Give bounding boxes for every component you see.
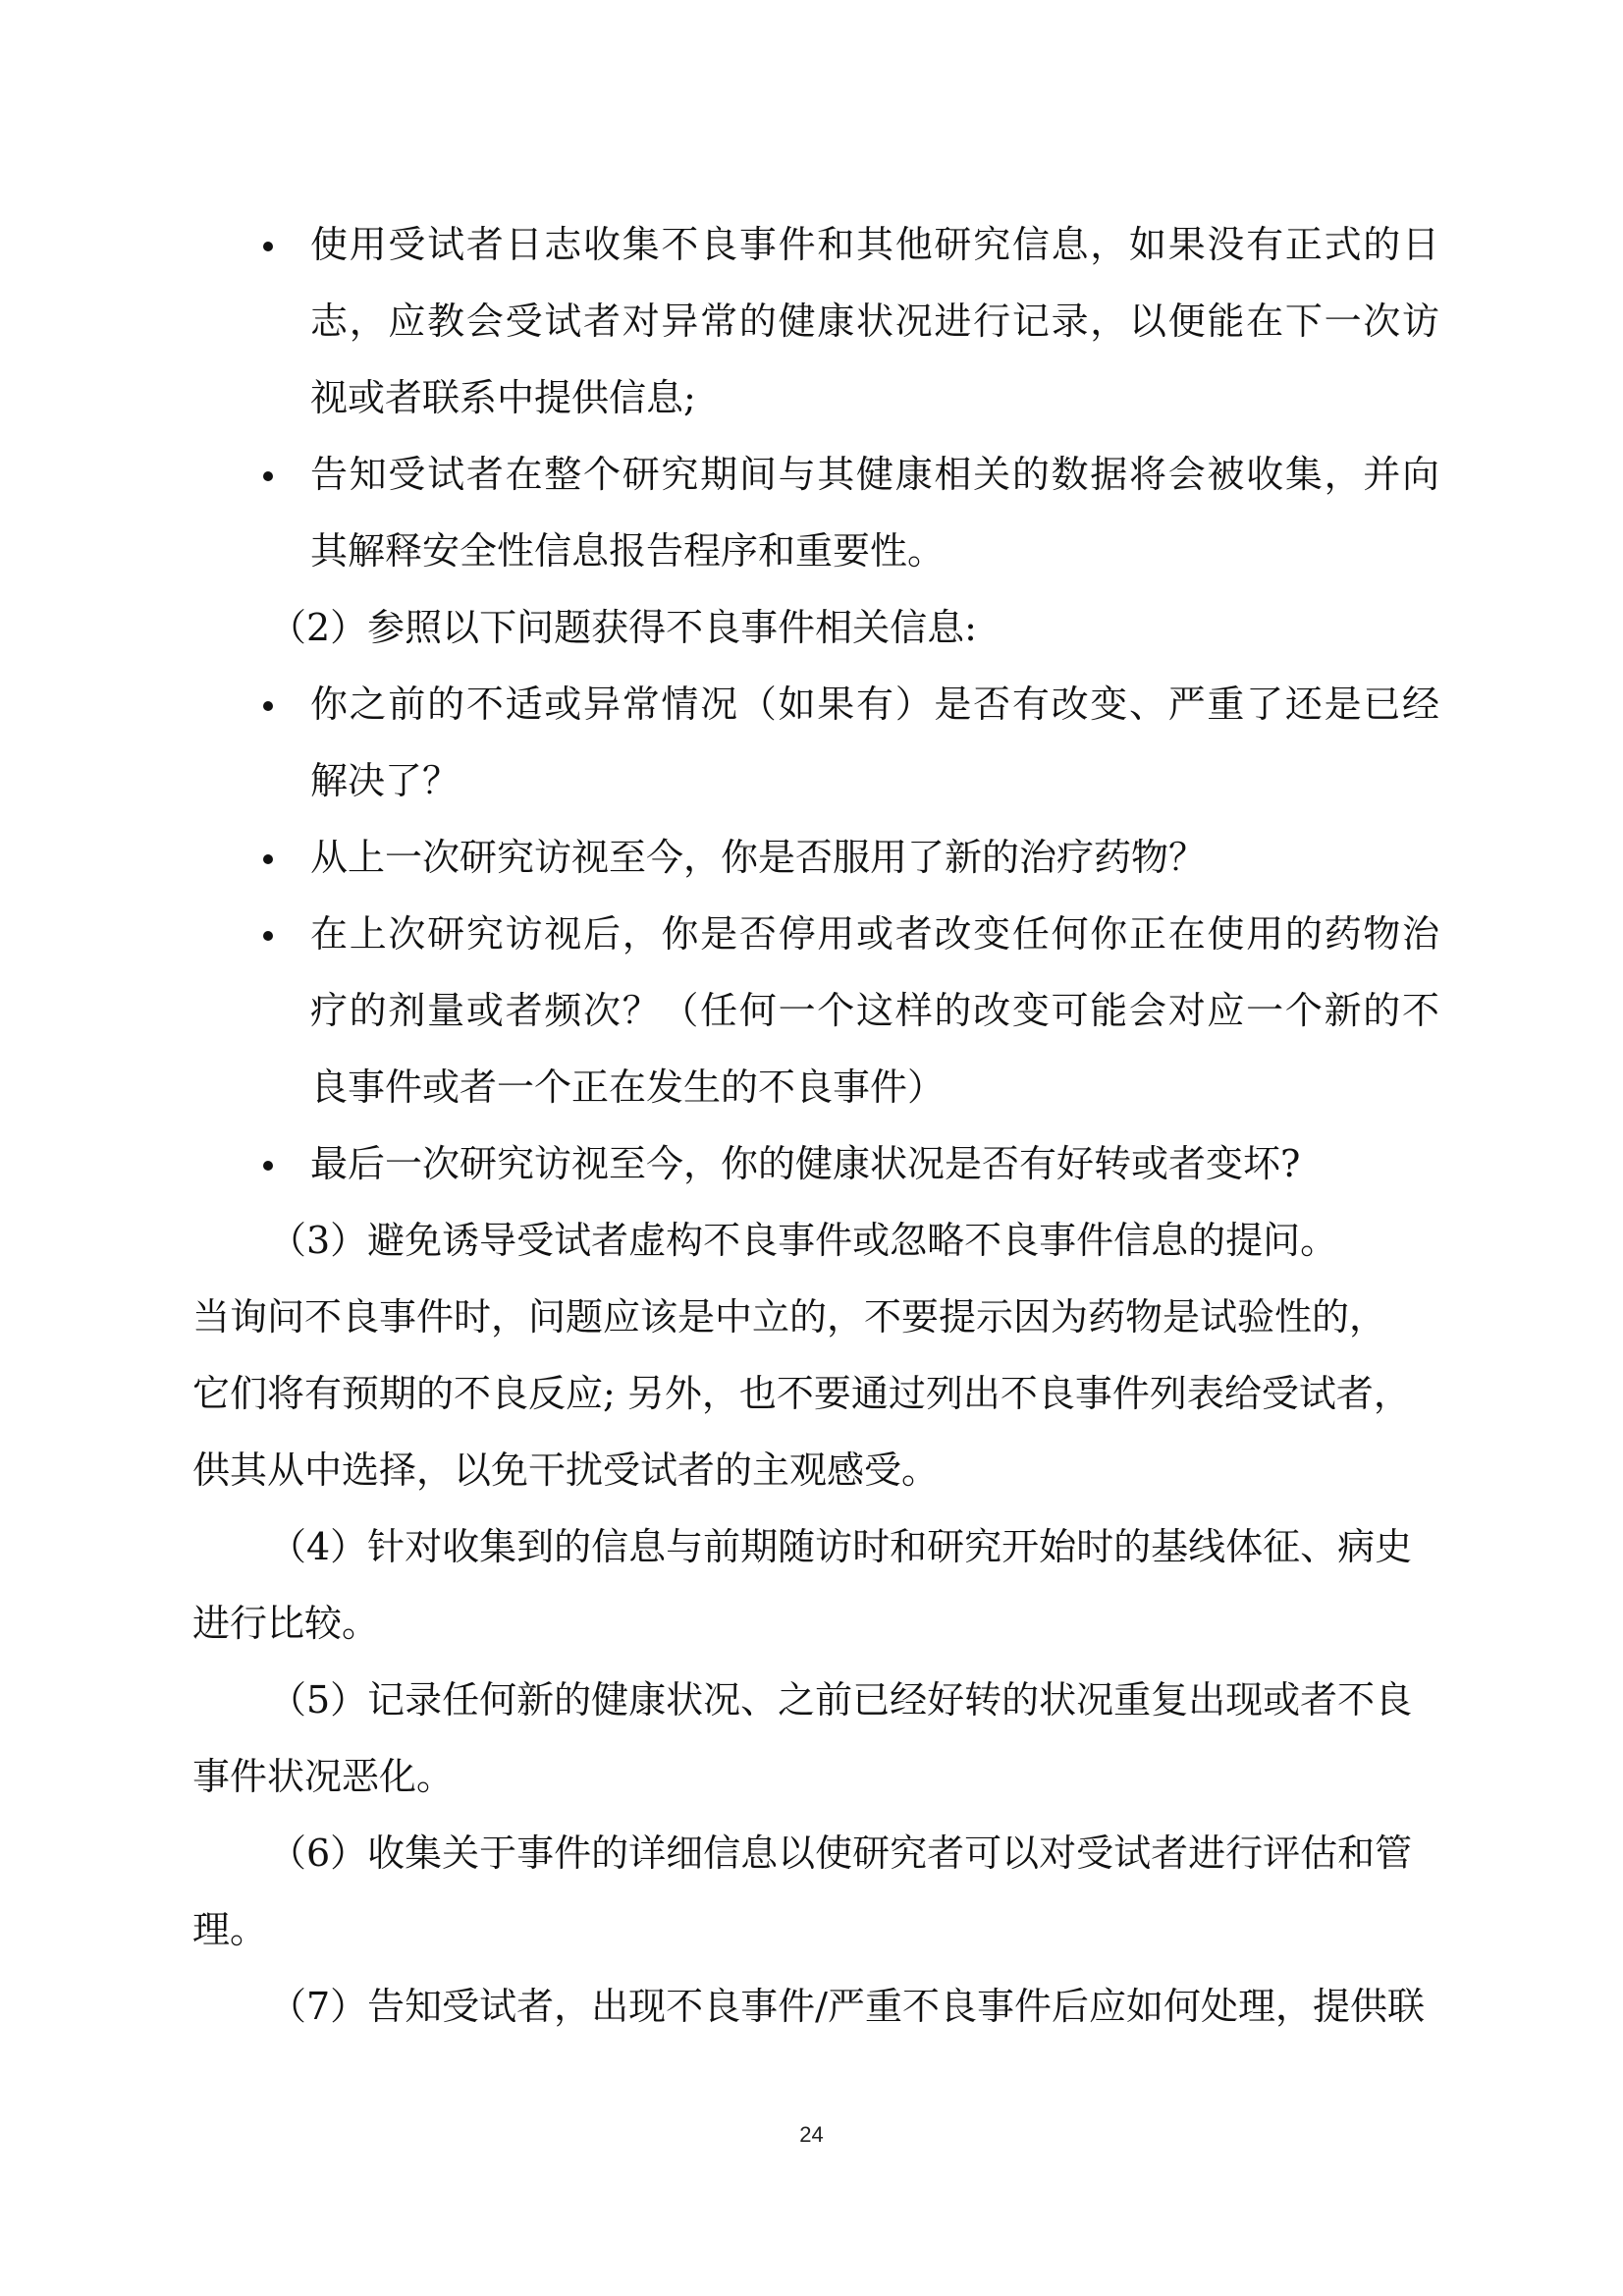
numbered-paragraph: （3）避免诱导受试者虚构不良事件或忽略不良事件信息的提问。: [269, 1219, 1338, 1262]
bullet-line-continuation: 视或者联系中提供信息;: [310, 376, 696, 419]
bullet-line-continuation: 其解释安全性信息报告程序和重要性。: [310, 529, 946, 573]
paragraph-line: 它们将有预期的不良反应; 另外，也不要通过列出不良事件列表给受试者，: [192, 1372, 1411, 1415]
paragraph-line: 供其从中选择，以免干扰受试者的主观感受。: [192, 1449, 940, 1492]
bullet-icon: [263, 701, 273, 711]
bullet-line: 你之前的不适或异常情况（如果有）是否有改变、严重了还是已经: [310, 683, 1441, 726]
bullet-line: 最后一次研究访视至今，你的健康状况是否有好转或者变坏?: [310, 1142, 1301, 1185]
bullet-line: 从上一次研究访视至今，你是否服用了新的治疗药物？: [310, 836, 1207, 879]
bullet-icon: [263, 931, 273, 941]
bullet-icon: [263, 1161, 273, 1171]
numbered-paragraph: （5）记录任何新的健康状况、之前已经好转的状况重复出现或者不良: [269, 1678, 1413, 1722]
numbered-paragraph: （4）针对收集到的信息与前期随访时和研究开始时的基线体征、病史: [269, 1525, 1413, 1568]
bullet-line: 告知受试者在整个研究期间与其健康相关的数据将会被收集，并向: [310, 453, 1441, 496]
bullet-line-continuation: 解决了？: [310, 759, 460, 802]
bullet-line: 使用受试者日志收集不良事件和其他研究信息，如果没有正式的日: [310, 223, 1441, 266]
numbered-paragraph: （7）告知受试者，出现不良事件/严重不良事件后应如何处理，提供联: [269, 1985, 1425, 2028]
bullet-icon: [263, 242, 273, 251]
bullet-line-continuation: 志，应教会受试者对异常的健康状况进行记录，以便能在下一次访: [310, 300, 1441, 343]
numbered-paragraph: （6）收集关于事件的详细信息以使研究者可以对受试者进行评估和管: [269, 1831, 1413, 1875]
paragraph-line: 理。: [192, 1908, 268, 1951]
bullet-line-continuation: 疗的剂量或者频次？（任何一个这样的改变可能会对应一个新的不: [310, 989, 1441, 1032]
numbered-paragraph: （2）参照以下问题获得不良事件相关信息:: [269, 606, 977, 649]
paragraph-line: 当询问不良事件时，问题应该是中立的，不要提示因为药物是试验性的，: [192, 1295, 1387, 1339]
bullet-icon: [263, 854, 273, 864]
paragraph-line: 事件状况恶化。: [192, 1755, 455, 1798]
bullet-icon: [263, 471, 273, 481]
page-number: 24: [799, 2122, 824, 2147]
bullet-line-continuation: 良事件或者一个正在发生的不良事件）: [310, 1066, 946, 1109]
paragraph-line: 进行比较。: [192, 1602, 380, 1645]
bullet-line: 在上次研究访视后，你是否停用或者改变任何你正在使用的药物治: [310, 912, 1441, 956]
